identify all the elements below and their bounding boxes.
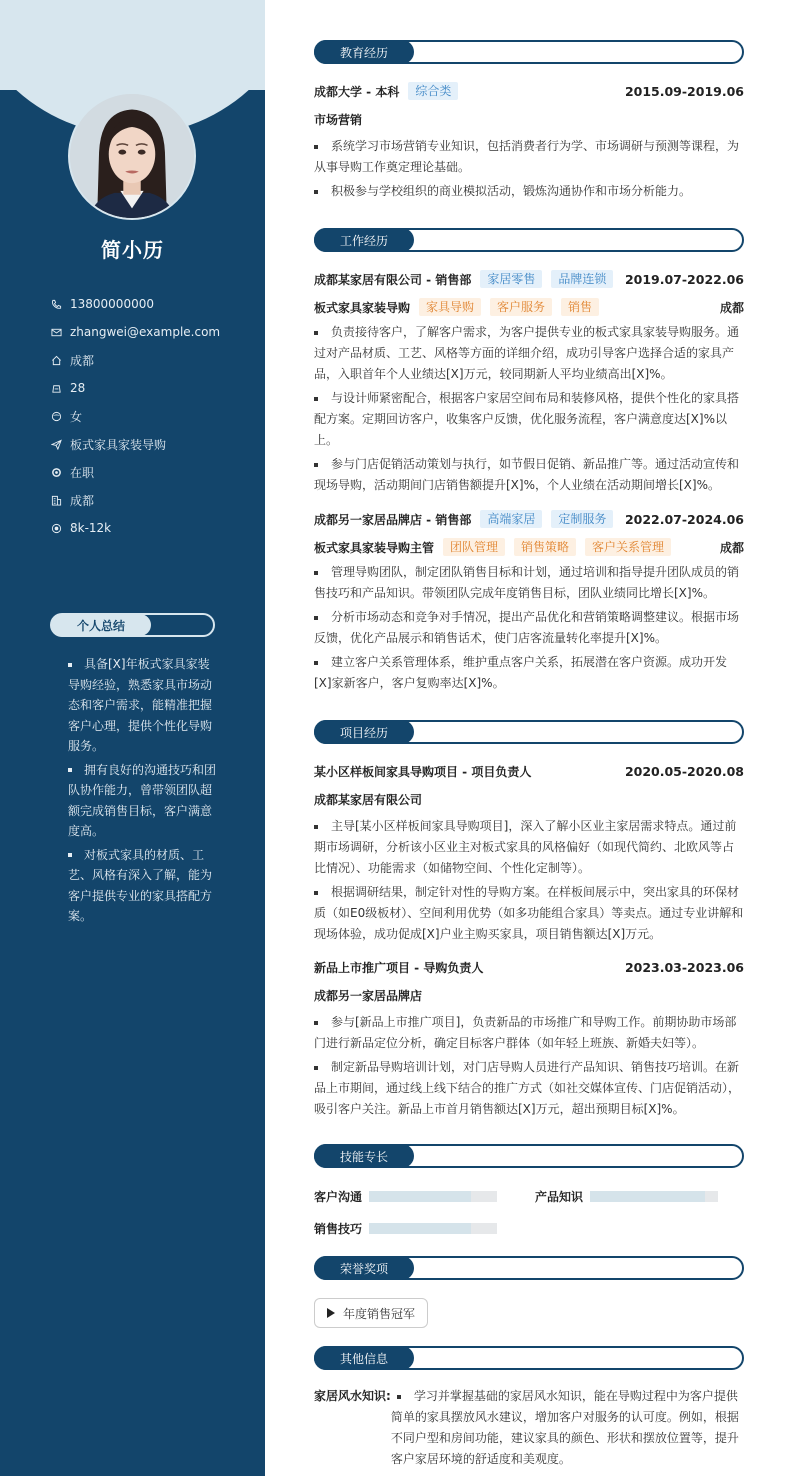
skill-bar-fill <box>590 1191 705 1202</box>
education-title: 教育经历 <box>314 40 414 64</box>
bullet-icon <box>314 190 318 194</box>
job-date: 2022.07-2024.06 <box>624 511 744 527</box>
summary-item: 拥有良好的沟通技巧和团队协作能力，曾带领团队超额完成销售目标，客户满意度高。 <box>68 762 217 838</box>
other-text-block <box>391 1386 744 1470</box>
summary-item: 对板式家具的材质、工艺、风格有深入了解，能为客户提供专业的家具搭配方案。 <box>68 847 213 923</box>
project-bullet: 制定新品导购培训计划，对门店导购人员进行产品知识、销售技巧培训。在新品上市期间，通过线上线下结合的推广方式（如社交媒体宣传、门店促销活动），吸引客户关注。新品上市首月销售额达[X]万元，超出预期目标[X]%。 <box>314 1060 741 1116</box>
award-item[interactable] <box>314 1298 428 1328</box>
status-icon <box>50 466 62 478</box>
honors-title: 荣誉奖项 <box>314 1256 414 1280</box>
bullet-icon <box>314 1066 318 1070</box>
project-date: 2020.05-2020.08 <box>624 763 744 779</box>
skill-tag: 销售 <box>561 298 599 316</box>
summary-item: 具备[X]年板式家具家装导购经验，熟悉家具市场动态和客户需求，能精准把握客户心理，提供个性化导购服务。 <box>68 657 213 753</box>
job-bullet: 与设计师紧密配合，根据客户家居空间布局和装修风格，提供个性化的家具搭配方案。定期回访客户，收集客户反馈，优化服务流程，客户满意度达[X]%以上。 <box>314 391 740 447</box>
skill-bar <box>590 1191 718 1202</box>
status-text: 在职 <box>70 465 95 480</box>
industry-tag: 定制服务 <box>551 510 613 528</box>
award-name: 年度销售冠军 <box>343 1306 416 1321</box>
skill-tag: 销售策略 <box>514 538 576 556</box>
gender-text: 女 <box>70 409 83 424</box>
project-org: 成都某家居有限公司 <box>314 792 423 807</box>
address-text: 成都 <box>70 353 95 368</box>
bullet-icon <box>68 853 72 857</box>
project-org: 成都另一家居品牌店 <box>314 988 423 1003</box>
avatar <box>68 92 196 220</box>
skill-bar <box>369 1191 497 1202</box>
company-name: 成都某家居有限公司 - 销售部 <box>314 272 472 287</box>
work-title: 工作经历 <box>314 228 414 252</box>
job-role: 板式家具家装导购 <box>314 300 411 315</box>
city-text: 成都 <box>70 493 95 508</box>
skills-title: 技能专长 <box>314 1144 414 1168</box>
skill-item <box>314 1220 497 1237</box>
job-city: 成都 <box>719 300 744 315</box>
job-role: 板式家具家装导购主管 <box>314 540 435 555</box>
skill-bar-fill <box>369 1191 471 1202</box>
school-name: 成都大学 - 本科 <box>314 84 400 99</box>
salary-text: 8k-12k <box>70 521 112 535</box>
other-section-header <box>314 1346 744 1370</box>
projects-title: 项目经历 <box>314 720 414 744</box>
bullet-icon <box>314 891 318 895</box>
skill-tag: 客户服务 <box>490 298 552 316</box>
job-bullet: 负责接待客户，了解客户需求，为客户提供专业的板式家具家装导购服务。通过对产品材质、工艺、风格等方面的详细介绍，成功引导客户选择合适的家具产品，入职首年个人业绩达[X]万元，较同期新人平均业绩高出[X]%。 <box>314 325 740 381</box>
info-status <box>50 458 220 486</box>
bullet-icon <box>314 331 318 335</box>
summary-list <box>68 654 216 930</box>
info-email <box>50 318 220 346</box>
project-name: 新品上市推广项目 - 导购负责人 <box>314 960 484 975</box>
skill-name: 产品知识 <box>535 1190 584 1204</box>
info-job <box>50 430 220 458</box>
salary-icon <box>50 522 62 534</box>
info-gender <box>50 402 220 430</box>
info-age <box>50 374 220 402</box>
projects-section-header <box>314 720 744 744</box>
work-entry <box>314 508 744 697</box>
major: 市场营销 <box>314 112 363 127</box>
city-icon <box>50 494 62 506</box>
skill-bar-fill <box>369 1223 471 1234</box>
bullet-icon <box>314 1021 318 1025</box>
email-text: zhangwei@example.com <box>70 325 221 339</box>
info-address <box>50 346 220 374</box>
info-salary <box>50 514 220 542</box>
work-entry <box>314 268 744 499</box>
job-bullet: 参与门店促销活动策划与执行，如节假日促销、新品推广等。通过活动宣传和现场导购，活动期间门店销售额提升[X]%，个人业绩在活动期间增长[X]%。 <box>314 457 740 492</box>
other-text: 学习并掌握基础的家居风水知识，能在导购过程中为客户提供简单的家具摆放风水建议，增加客户对服务的认可度。例如，根据不同户型和房间功能，建议家具的颜色、形状和摆放位置等，提升客户家居环境的舒适度和美观度。 <box>390 1389 739 1466</box>
bullet-icon <box>314 145 318 149</box>
bullet-icon <box>314 571 318 575</box>
skill-item <box>535 1188 718 1205</box>
honors-section-header <box>314 1256 744 1280</box>
education-bullet: 系统学习市场营销专业知识，包括消费者行为学、市场调研与预测等课程，为从事导购工作奠定理论基础。 <box>314 139 740 174</box>
project-bullets <box>314 1012 744 1120</box>
skills-section-header <box>314 1144 744 1168</box>
company-name: 成都另一家居品牌店 - 销售部 <box>314 512 472 527</box>
skill-tag: 团队管理 <box>443 538 505 556</box>
project-date: 2023.03-2023.06 <box>624 959 744 975</box>
education-entry <box>314 80 744 205</box>
project-entry <box>314 956 744 1123</box>
info-phone <box>50 290 220 318</box>
summary-section-header <box>50 613 215 637</box>
job-date: 2019.07-2022.06 <box>624 271 744 287</box>
skill-tag: 家具导购 <box>419 298 481 316</box>
job-city: 成都 <box>719 540 744 555</box>
bullet-icon <box>68 663 72 667</box>
skill-name: 客户沟通 <box>314 1190 363 1204</box>
education-section-header <box>314 40 744 64</box>
industry-tag: 家居零售 <box>480 270 542 288</box>
bullet-icon <box>314 397 318 401</box>
project-entry <box>314 760 744 948</box>
bullet-icon <box>314 825 318 829</box>
bullet-icon <box>314 661 318 665</box>
industry-tag: 高端家居 <box>480 510 542 528</box>
project-name: 某小区样板间家具导购项目 - 项目负责人 <box>314 764 532 779</box>
summary-title: 个人总结 <box>51 614 151 636</box>
job-bullet: 分析市场动态和竞争对手情况，提出产品优化和营销策略调整建议。根据市场反馈，优化产品展示和销售话术，使门店客流量转化率提升[X]%。 <box>314 610 740 645</box>
bullet-icon <box>314 463 318 467</box>
skill-name: 销售技巧 <box>314 1222 363 1236</box>
bullet-icon <box>68 768 72 772</box>
work-section-header <box>314 228 744 252</box>
skill-item <box>314 1188 497 1205</box>
other-label: 家居风水知识: <box>314 1389 391 1403</box>
job-text: 板式家具家装导购 <box>70 437 167 452</box>
bullet-icon <box>314 616 318 620</box>
avatar-photo-icon <box>70 94 194 218</box>
contact-info-list <box>50 290 220 542</box>
skill-bar <box>369 1223 497 1234</box>
home-icon <box>50 354 62 366</box>
other-info-entry <box>314 1386 744 1470</box>
industry-tag: 品牌连锁 <box>551 270 613 288</box>
education-bullets <box>314 136 744 202</box>
age-icon <box>50 382 62 394</box>
sidebar <box>0 0 265 1476</box>
project-bullet: 参与[新品上市推广项目]，负责新品的市场推广和导购工作。前期协助市场部门进行新品定位分析，确定目标客户群体（如年轻上班族、新婚夫妇等）。 <box>314 1015 737 1050</box>
job-icon <box>50 438 62 450</box>
info-city <box>50 486 220 514</box>
job-bullet: 管理导购团队，制定团队销售目标和计划，通过培训和指导提升团队成员的销售技巧和产品知识。带领团队完成年度销售目标，团队业绩同比增长[X]%。 <box>314 565 740 600</box>
phone-text: 13800000000 <box>70 297 154 311</box>
education-date: 2015.09-2019.06 <box>624 83 744 99</box>
bullet-icon <box>397 1395 401 1399</box>
play-triangle-icon <box>327 1308 335 1318</box>
project-bullets <box>314 816 744 945</box>
phone-icon <box>50 298 62 310</box>
job-bullets <box>314 322 744 496</box>
other-title: 其他信息 <box>314 1346 414 1370</box>
candidate-name: 简小历 <box>101 238 164 262</box>
education-bullet: 积极参与学校组织的商业模拟活动，锻炼沟通协作和市场分析能力。 <box>314 181 744 202</box>
mail-icon <box>50 326 62 338</box>
skill-tag: 客户关系管理 <box>585 538 671 556</box>
age-text: 28 <box>70 381 86 395</box>
job-bullet: 建立客户关系管理体系，维护重点客户关系，拓展潜在客户资源。成功开发[X]家新客户，客户复购率达[X]%。 <box>314 655 728 690</box>
school-tag: 综合类 <box>408 82 458 100</box>
gender-icon <box>50 410 62 422</box>
project-bullet: 主导[某小区样板间家具导购项目]，深入了解小区业主家居需求特点。通过前期市场调研，分析该小区业主对板式家具的风格偏好（如现代简约、北欧风等占比情况）、功能需求（如储物空间、个性化定制等）。 <box>314 819 737 875</box>
job-bullets <box>314 562 744 694</box>
project-bullet: 根据调研结果，制定针对性的导购方案。在样板间展示中，突出家具的环保材质（如E0级板材）、空间利用优势（如多功能组合家具）等卖点。通过专业讲解和现场体验，成功促成[X]户业主购买家具，项目销售额达[X]万元。 <box>314 885 744 941</box>
